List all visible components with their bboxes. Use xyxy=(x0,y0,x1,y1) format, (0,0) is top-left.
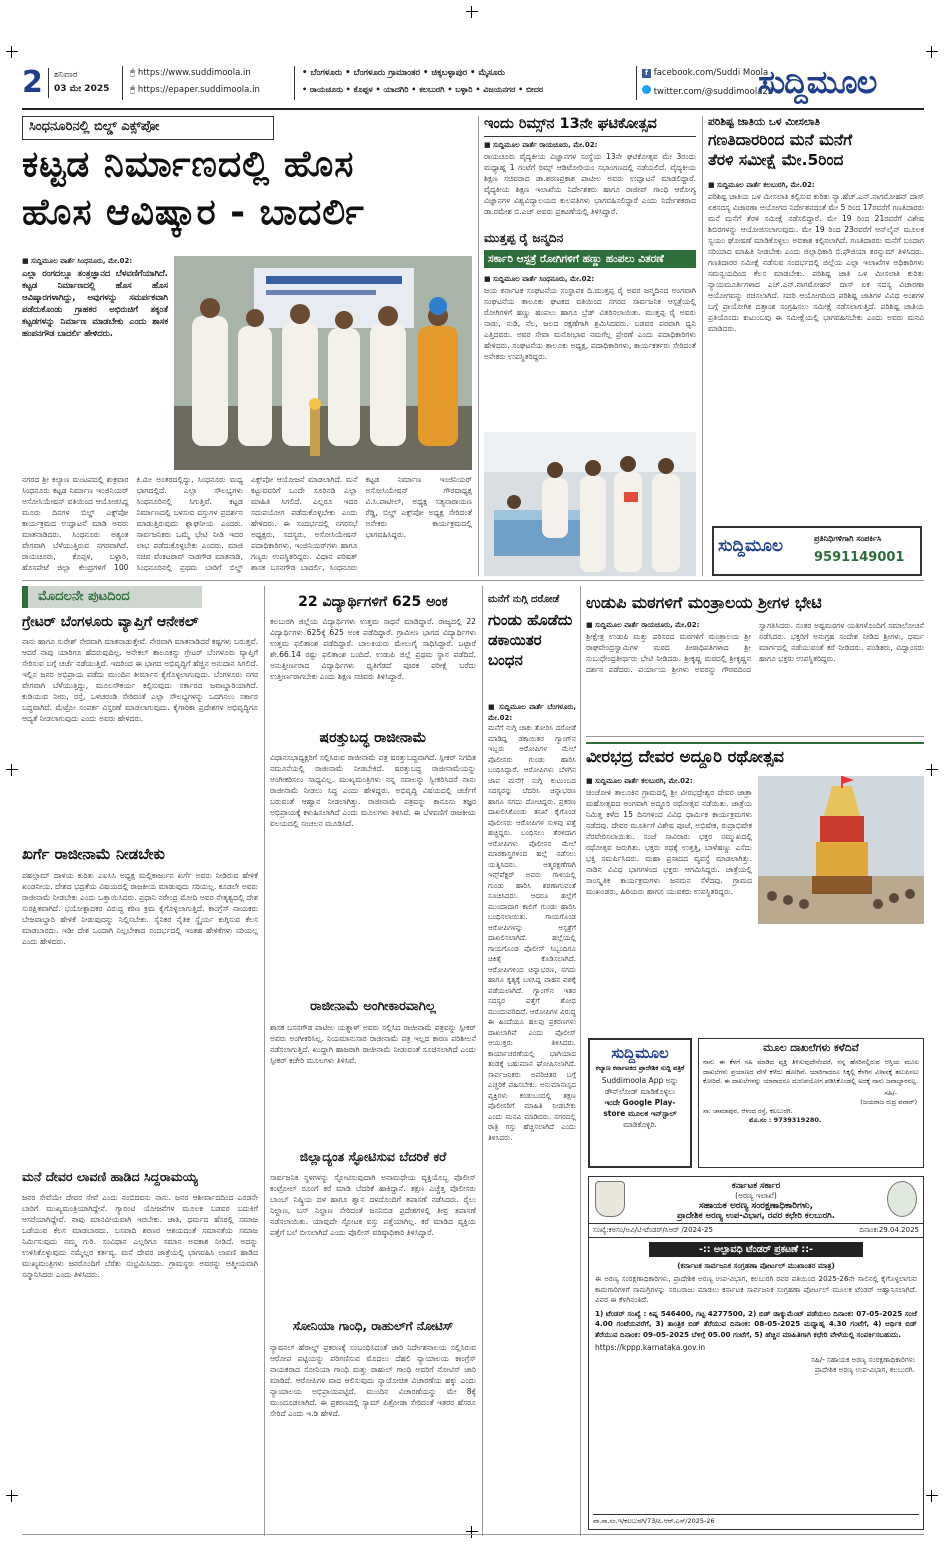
muttappa-story: ಮುತ್ತಪ್ಪ ರೈ ಜನ್ಮದಿನ ಸರ್ಕಾರಿ ಆಸ್ಪತ್ರೆ ರೋಗಿಗಳಿಗೆ ಹಣ್ಣು ಹಂಪಲು ವಿತರಣೆ ■ ಸುದ್ದಿಮೂಲ ವಾರ್ತೆ ಸಿಂಧನೂರು, ಮೇ.02: ಜಯ ಕರ್ನಾಟಕ ಸಂಘಟನೆಯ ಸಂಸ್ಥಾಪಕ ದಿ.ಮುತ್ತಪ್ಪ ರೈ ಅವರ ಜನ್ಮದಿನದ ಅಂಗವಾಗಿ ಸಂಘಟನೆಯ ತಾಲೂಕು ಘಟಕದ ವತಿಯಿಂದ ನಗರದ ಸಾರ್ವಜನಿಕ ಆಸ್ಪತ್ರೆಯಲ್ಲಿ ರೋಗಿಗಳಿಗೆ ಹಣ್ಣು ಹಂಪಲು ಹಾಗೂ ಬ್ರೆಡ್ ವಿತರಿಸಲಾಯಿತು. ಮುತ್ತಪ್ಪ ರೈ ಅವರು ನಾಡು, ನುಡಿ, ನೆಲ, ಜಲದ ರಕ್ಷಣೆಗಾಗಿ ಶ್ರಮಿಸಿದವರು. ಬಡವರ ಪರವಾಗಿ ಧ್ವನಿ ಎತ್ತಿದವರು. ಅವರ ಸೇವಾ ಮನೋಭಾವ ನಮಗೆಲ್ಲ ಪ್ರೇರಣೆ ಎಂದು ಪದಾಧಿಕಾರಿಗಳು ಹೇಳಿದರು. ಸಂಘಟನೆಯ ತಾಲೂಕು ಅಧ್ಯಕ್ಷ, ಪದಾಧಿಕಾರಿಗಳು, ಕಾರ್ಯಕರ್ತರು ಸೇರಿದಂತೆ ಅನೇಕರು ಉಪಸ್ಥಿತರಿದ್ದರು. xyxy=(484,232,696,576)
lead-photo xyxy=(174,256,472,470)
kharge-body: ಪಹಲ್ಗಾಮ್ ದಾಳಿಯ ಕುರಿತು ಎಐಸಿಸಿ ಅಧ್ಯಕ್ಷ ಮಲ್ಲಿಕಾರ್ಜುನ ಖರ್ಗೆ ಅವರು ನೀಡಿರುವ ಹೇಳಿಕೆ ಖಂಡನೀಯ. ದೇಶದ ಭದ್ರತೆಯ ವಿಷಯದಲ್ಲಿ ರಾಜಕೀಯ ಮಾಡುವುದು ಸರಿಯಲ್ಲ. ಕೂಡಲೇ ಅವರು ರಾಜೀನಾಮೆ ನೀಡಬೇಕು ಎಂದು ಒತ್ತಾಯಿಸಿದರು. ಪ್ರಧಾನಿ ನರೇಂದ್ರ ಮೋದಿ ಅವರ ನೇತೃತ್ವದಲ್ಲಿ ದೇಶ ಸುರಕ್ಷಿತವಾಗಿದೆ. ಭಯೋತ್ಪಾದಕರ ವಿರುದ್ಧ ಕಠಿಣ ಕ್ರಮ ಕೈಗೊಳ್ಳಲಾಗುತ್ತಿದೆ. ಕಾಂಗ್ರೆಸ್ ನಾಯಕರು ಬೇಜವಾಬ್ದಾರಿ ಹೇಳಿಕೆ ನೀಡುವುದನ್ನು ನಿಲ್ಲಿಸಬೇಕು. ಸೈನಿಕರ ನೈತಿಕ ಸ್ಥೈರ್ಯ ಕುಗ್ಗಿಸುವ ಕೆಲಸ ಮಾಡಬಾರದು. ಇಡೀ ದೇಶ ಒಂದಾಗಿ ನಿಲ್ಲಬೇಕಾದ ಸಂದರ್ಭದಲ್ಲಿ ಇಂತಹ ಹೇಳಿಕೆಗಳು ಸರಿಯಲ್ಲ ಎಂದು ಹೇಳಿದರು. xyxy=(22,871,258,946)
muttappa-headline: ಸರ್ಕಾರಿ ಆಸ್ಪತ್ರೆ ರೋಗಿಗಳಿಗೆ ಹಣ್ಣು ಹಂಪಲು ವಿತರಣೆ xyxy=(484,250,696,268)
registration-mark-top-left xyxy=(6,46,18,58)
tender-title: -:: ಅಲ್ಪಾವಧಿ ಟೆಂಡರ್ ಪ್ರಕಟಣೆ ::- xyxy=(649,1242,863,1257)
lead-kicker: ಸಿಂಧನೂರಿನಲ್ಲಿ ಬಿಲ್ಡ್ ಎಕ್ಸ್‌ಪೋ xyxy=(22,116,274,140)
veerabhadra-body: ಚಿಂಚೋಳಿ ತಾಲೂಕಿನ ಗ್ರಾಮದಲ್ಲಿ ಶ್ರೀ ವೀರಭದ್ರೇಶ್ವರ ದೇವರ ಜಾತ್ರಾ ಮಹೋತ್ಸವದ ಅಂಗವಾಗಿ ಅದ್ದೂರಿ ರಥೋತ್ಸವ ನಡೆಯಿತು. ಜಾತ್ರೆಯ ನಿಮಿತ್ತ ಕಳೆದ 15 ದಿನಗಳಿಂದ ವಿವಿಧ ಧಾರ್ಮಿಕ ಕಾರ್ಯಕ್ರಮಗಳು ನಡೆದವು. ದೇವರ ಮೂರ್ತಿಗೆ ವಿಶೇಷ ಪೂಜೆ, ಅಭಿಷೇಕ, ರುದ್ರಾಭಿಷೇಕ ನೆರವೇರಿಸಲಾಯಿತು. ಸಂಜೆ ಸಾವಿರಾರು ಭಕ್ತರ ಸಮ್ಮುಖದಲ್ಲಿ ರಥೋತ್ಸವ ಜರುಗಿತು. ಭಕ್ತರು ರಥಕ್ಕೆ ಉತ್ತತ್ತಿ, ಬಾಳೆಹಣ್ಣು ಎಸೆದು ಭಕ್ತಿ ಸಮರ್ಪಿಸಿದರು. ಮಹಾ ಪ್ರಸಾದದ ವ್ಯವಸ್ಥೆ ಮಾಡಲಾಗಿತ್ತು. ನಾಡಿನ ವಿವಿಧ ಭಾಗಗಳಿಂದ ಭಕ್ತರು ಆಗಮಿಸಿದ್ದರು. ಜಾತ್ರೆಯಲ್ಲಿ ಸಾಂಸ್ಕೃತಿಕ ಕಾರ್ಯಕ್ರಮಗಳು ಜನಮನ ಸೆಳೆದವು. ಗ್ರಾಮದ ಮುಖಂಡರು, ಹಿರಿಯರು ಹಾಗೂ ಯುವಕರು ಉಪಸ್ಥಿತರಿದ್ದರು. xyxy=(586,788,752,896)
registration-mark-top-right xyxy=(926,46,938,58)
reporter-ad-logo: ಸುದ್ದಿಮೂಲ xyxy=(718,536,783,556)
veerabhadra-story: ವೀರಭದ್ರ ದೇವರ ಅದ್ದೂರಿ ರಥೋತ್ಸವ ■ ಸುದ್ದಿಮೂಲ ವಾರ್ತೆ ಕಲಬುರಗಿ, ಮೇ.02: ಚಿಂಚೋಳಿ ತಾಲೂಕಿನ ಗ್ರಾಮದಲ್ಲಿ ಶ್ರೀ ವೀರಭದ್ರೇಶ್ವರ ದೇವರ ಜಾತ್ರಾ ಮಹೋತ್ಸವದ ಅಂಗವಾಗಿ ಅದ್ದೂರಿ ರಥೋತ್ಸವ ನಡೆಯಿತು. ಜಾತ್ರೆಯ ನಿಮಿತ್ತ ಕಳೆದ 15 ದಿನಗಳಿಂದ ವಿವಿಧ ಧಾರ್ಮಿಕ ಕಾರ್ಯಕ್ರಮಗಳು ನಡೆದವು. ದೇವರ ಮೂರ್ತಿಗೆ ವಿಶೇಷ ಪೂಜೆ, ಅಭಿಷೇಕ, ರುದ್ರಾಭಿಷೇಕ ನೆರವೇರಿಸಲಾಯಿತು. ಸಂಜೆ ಸಾವಿರಾರು ಭಕ್ತರ ಸಮ್ಮುಖದಲ್ಲಿ ರಥೋತ್ಸವ ಜರುಗಿತು. ಭಕ್ತರು ರಥಕ್ಕೆ ಉತ್ತತ್ತಿ, ಬಾಳೆಹಣ್ಣು ಎಸೆದು ಭಕ್ತಿ ಸಮರ್ಪಿಸಿದರು. ಮಹಾ ಪ್ರಸಾದದ ವ್ಯವಸ್ಥೆ ಮಾಡಲಾಗಿತ್ತು. ನಾಡಿನ ವಿವಿಧ ಭಾಗಗಳಿಂದ ಭಕ್ತರು ಆಗಮಿಸಿದ್ದರು. ಜಾತ್ರೆಯಲ್ಲಿ ಸಾಂಸ್ಕೃತಿಕ ಕಾರ್ಯಕ್ರಮಗಳು ಜನಮನ ಸೆಳೆದವು. ಗ್ರಾಮದ ಮುಖಂಡರು, ಹಿರಿಯರು ಹಾಗೂ ಯುವಕರು ಉಪಸ್ಥಿತರಿದ್ದರು. xyxy=(586,742,924,1034)
issue-date: 03 ಮೇ 2025 xyxy=(54,84,110,94)
weekday: ಶನಿವಾರ xyxy=(54,70,78,80)
anekal-story xyxy=(22,614,258,838)
continued-banner: ಮೊದಲನೇ ಪುಟದಿಂದ xyxy=(22,586,202,608)
bidar-body: ಸಾರ್ವಜನಿಕ ಸ್ಥಳಗಳನ್ನು ಸ್ಫೋಟಿಸುವುದಾಗಿ ಅನಾಮಧೇಯ ವ್ಯಕ್ತಿಯೊಬ್ಬ ಪೊಲೀಸ್ ಕಂಟ್ರೋಲ್ ರೂಂಗೆ ಕರೆ ಮಾಡಿ ಬೆದರಿಕೆ ಹಾಕಿದ್ದಾನೆ. ತಕ್ಷಣ ಎಚ್ಚೆತ್ತ ಪೊಲೀಸರು ಬಾಂಬ್ ನಿಷ್ಕ್ರಿಯ ದಳ ಹಾಗೂ ಶ್ವಾನ ದಳದೊಂದಿಗೆ ತಪಾಸಣೆ ನಡೆಸಿದರು. ರೈಲು ನಿಲ್ದಾಣ, ಬಸ್ ನಿಲ್ದಾಣ ಸೇರಿದಂತೆ ಜನನಿಬಿಡ ಪ್ರದೇಶಗಳಲ್ಲಿ ತೀವ್ರ ತಪಾಸಣೆ ನಡೆಸಲಾಯಿತು. ಯಾವುದೇ ಸ್ಫೋಟಕ ವಸ್ತು ಪತ್ತೆಯಾಗಿಲ್ಲ. ಕರೆ ಮಾಡಿದ ವ್ಯಕ್ತಿಯ ಪತ್ತೆಗೆ ಬಲೆ ಬೀಸಲಾಗಿದೆ ಎಂದು ಪೊಲೀಸ್ ವರಿಷ್ಠಾಧಿಕಾರಿ ತಿಳಿಸಿದ್ದಾರೆ. xyxy=(270,1173,476,1237)
app-ad-logo: ಸುದ್ದಿಮೂಲ xyxy=(611,1044,669,1062)
udupi-body: ಶ್ರೀಕ್ಷೇತ್ರ ಉಡುಪಿ ಮತ್ತು ಪರಿಸರದ ಮಠಗಳಿಗೆ ಮಂತ್ರಾಲಯ ಶ್ರೀ ರಾಘವೇಂದ್ರಸ್ವಾಮಿಗಳ ಮಠದ ಪೀಠಾಧಿಪತಿಗಳಾದ ಶ್ರೀ ಸುಬುಧೇಂದ್ರತೀರ್ಥರು ಭೇಟಿ ನೀಡಿದರು. ಶ್ರೀಕೃಷ್ಣ ಮಠದಲ್ಲಿ ಶ್ರೀಕೃಷ್ಣನ ದರ್ಶನ ಪಡೆದರು. ಪರ್ಯಾಯ ಶ್ರೀಗಳು ಅವರನ್ನು ಗೌರವದಿಂದ ಸ್ವಾಗತಿಸಿದರು. ನಂತರ ಅಷ್ಟಮಠಗಳ ಯತಿಗಳೊಂದಿಗೆ ಸಮಾಲೋಚನೆ ನಡೆಸಿದರು. ಭಕ್ತರಿಗೆ ಅನುಗ್ರಹ ಸಂದೇಶ ನೀಡಿದ ಶ್ರೀಗಳು, ಧರ್ಮ ಮಾರ್ಗದಲ್ಲಿ ನಡೆಯುವಂತೆ ಕರೆ ನೀಡಿದರು. ಪಂಡಿತರು, ವಿದ್ವಾಂಸರು ಹಾಗೂ ಭಕ್ತರು ಉಪಸ್ಥಿತರಿದ್ದರು. xyxy=(586,621,924,674)
kharge-headline: ಖರ್ಗೆ ರಾಜೀನಾಮೆ ನೀಡಬೇಕು xyxy=(22,846,165,863)
anekal-body: ನಾನು ಹಾಗೂ ಸುರೇಶ್ ನೇರವಾಗಿ ಮಾತನಾಡುತ್ತೇವೆ. ನೇರವಾಗಿ ಮಾತನಾಡಿದರೆ ಕಷ್ಟಗಳು ಬರುತ್ತವೆ. ಆದರೆ ನಾವು ಯಾರಿಗೂ ಹೆದರುವುದಿಲ್ಲ. ಆನೇಕಲ್ ತಾಲೂಕನ್ನು ಗ್ರೇಟರ್ ಬೆಂಗಳೂರು ವ್ಯಾಪ್ತಿಗೆ ಸೇರಿಸುವ ಬಗ್ಗೆ ಚರ್ಚೆ ನಡೆಯುತ್ತಿದೆ. ಇದರಿಂದ ಈ ಭಾಗದ ಅಭಿವೃದ್ಧಿಗೆ ಹೆಚ್ಚಿನ ಅನುದಾನ ಸಿಗಲಿದೆ. ಇಲ್ಲಿನ ಜನರ ಅಭಿಪ್ರಾಯ ಪಡೆದು ಮುಂದಿನ ತೀರ್ಮಾನ ಕೈಗೊಳ್ಳಲಾಗುವುದು. ಬೆಂಗಳೂರು ನಗರ ವೇಗವಾಗಿ ಬೆಳೆಯುತ್ತಿದ್ದು, ಮೂಲಸೌಕರ್ಯ ಕಲ್ಪಿಸುವುದು ಸರ್ಕಾರದ ಜವಾಬ್ದಾರಿಯಾಗಿದೆ. ಕುಡಿಯುವ ನೀರು, ರಸ್ತೆ, ಒಳಚರಂಡಿ ಸೇರಿದಂತೆ ಎಲ್ಲಾ ಸೌಲಭ್ಯಗಳನ್ನು ಒದಗಿಸಲು ಸರ್ಕಾರ ಬದ್ಧವಾಗಿದೆ. ಮೆಟ್ರೋ ಸಂಪರ್ಕ ವಿಸ್ತರಣೆ ಮಾಡಲಾಗುವುದು. ಕೈಗಾರಿಕಾ ಪ್ರದೇಶಗಳ ಅಭಿವೃದ್ಧಿಗೂ ಆದ್ಯತೆ ನೀಡಲಾಗುವುದು ಎಂದು ಅವರು ಹೇಳಿದರು. xyxy=(22,637,258,723)
udupi-headline: ಉಡುಪಿ ಮಠಗಳಿಗೆ ಮಂತ್ರಾಲಯ ಶ್ರೀಗಳ ಭೇಟಿ xyxy=(586,594,822,612)
resign-story xyxy=(270,1000,476,1146)
veerabhadra-headline: ವೀರಭದ್ರ ದೇವರ ಅದ್ದೂರಿ ರಥೋತ್ಸವ xyxy=(586,742,924,767)
sonia-headline: ಸೋನಿಯಾ ಗಾಂಧಿ, ರಾಹುಲ್‌ಗೆ ನೋಟಿಸ್ xyxy=(292,1320,454,1333)
robbery-body: ಮನೆಗೆ ನುಗ್ಗಿ ಚಾಕು ತೋರಿಸಿ ದರೋಡೆ ಮಾಡಿದ್ದ ಡಕಾಯಿತರ ಗ್ಯಾಂಗ್‌ನ ಇಬ್ಬರು ಆರೋಪಿಗಳ ಮೇಲೆ ಪೊಲೀಸರು ಗುಂಡು ಹಾರಿಸಿ ಬಂಧಿಸಿದ್ದಾರೆ. ಆರೋಪಿಗಳು ಬೆಳಗಿನ ಜಾವ ಮನೆಗೆ ನುಗ್ಗಿ ಕುಟುಂಬದ ಸದಸ್ಯರನ್ನು ಬೆದರಿಸಿ ಚಿನ್ನಾಭರಣ ಹಾಗೂ ನಗದು ದೋಚಿದ್ದರು. ಪ್ರಕರಣ ದಾಖಲಿಸಿಕೊಂಡು ತನಿಖೆ ಕೈಗೊಂಡ ಪೊಲೀಸರು ಆರೋಪಿಗಳ ಸುಳಿವು ಪತ್ತೆ ಹಚ್ಚಿದ್ದರು. ಬಂಧಿಸಲು ತೆರಳಿದಾಗ ಆರೋಪಿಗಳು ಪೊಲೀಸರ ಮೇಲೆ ಮಾರಕಾಸ್ತ್ರಗಳಿಂದ ಹಲ್ಲೆ ನಡೆಸಲು ಯತ್ನಿಸಿದರು. ಆತ್ಮರಕ್ಷಣೆಗಾಗಿ ಇನ್ಸ್‌ಪೆಕ್ಟರ್ ಅವರು ಗಾಳಿಯಲ್ಲಿ ಗುಂಡು ಹಾರಿಸಿ ಶರಣಾಗುವಂತೆ ಸೂಚಿಸಿದರು. ಆದರೂ ಹಲ್ಲೆಗೆ ಮುಂದಾದಾಗ ಕಾಲಿಗೆ ಗುಂಡು ಹಾರಿಸಿ ಬಂಧಿಸಲಾಯಿತು. ಗಾಯಗೊಂಡ ಆರೋಪಿಗಳನ್ನು ಆಸ್ಪತ್ರೆಗೆ ದಾಖಲಿಸಲಾಗಿದೆ. ಹಲ್ಲೆಯಲ್ಲಿ ಗಾಯಗೊಂಡ ಪೊಲೀಸ್ ಸಿಬ್ಬಂದಿಗೂ ಚಿಕಿತ್ಸೆ ಕೊಡಿಸಲಾಗಿದೆ. ಆರೋಪಿಗಳಿಂದ ಚಿನ್ನಾಭರಣ, ನಗದು ಹಾಗೂ ಕೃತ್ಯಕ್ಕೆ ಬಳಸಿದ್ದ ವಾಹನ ವಶಕ್ಕೆ ಪಡೆಯಲಾಗಿದೆ. ಗ್ಯಾಂಗ್‌ನ ಇತರ ಸದಸ್ಯರ ಪತ್ತೆಗೆ ಶೋಧ ಮುಂದುವರಿದಿದೆ. ಆರೋಪಿಗಳ ವಿರುದ್ಧ ಈ ಹಿಂದೆಯೂ ಹಲವು ಪ್ರಕರಣಗಳು ದಾಖಲಾಗಿವೆ ಎಂದು ಪೊಲೀಸ್ ಆಯುಕ್ತರು ತಿಳಿಸಿದರು. ಕಾರ್ಯಾಚರಣೆಯಲ್ಲಿ ಭಾಗಿಯಾದ ತಂಡಕ್ಕೆ ಬಹುಮಾನ ಘೋಷಿಸಲಾಗಿದೆ. ಸಾರ್ವಜನಿಕರು ಅಪರಿಚಿತರ ಬಗ್ಗೆ ಎಚ್ಚರಿಕೆ ವಹಿಸಬೇಕು. ಅನುಮಾನಾಸ್ಪದ ವ್ಯಕ್ತಿಗಳು ಕಂಡುಬಂದಲ್ಲಿ ತಕ್ಷಣ ಪೊಲೀಸರಿಗೆ ಮಾಹಿತಿ ನೀಡಬೇಕು ಎಂದು ಮನವಿ ಮಾಡಿದರು. ನಗರದಲ್ಲಿ ರಾತ್ರಿ ಗಸ್ತು ಹೆಚ್ಚಿಸಲಾಗಿದೆ ಎಂದು ತಿಳಿಸಿದರು. xyxy=(488,723,576,1142)
registration-mark-bottom-right xyxy=(926,1490,938,1502)
chariot-illustration xyxy=(758,776,924,924)
chariot-photo xyxy=(758,776,924,924)
students-headline: 22 ವಿದ್ಯಾರ್ಥಿಗಳಿಗೆ 625 ಅಂಕ xyxy=(298,594,448,610)
lost-docs-title: ಮೂಲ ದಾಖಲೆಗಳು ಕಳೆದಿವೆ xyxy=(763,1042,859,1054)
lead-story xyxy=(22,116,472,576)
siddaramaiah-headline: ಮನೆ ದೇವರ ಲಾವಣಿ ಹಾಡಿದ ಸಿದ್ದರಾಮಯ್ಯ xyxy=(22,1170,198,1184)
page-number: 2 xyxy=(22,65,43,100)
facebook-icon: f xyxy=(642,69,651,78)
anekal-headline: ಗ್ರೇಟರ್ ಬೆಂಗಳೂರು ವ್ಯಾಪ್ತಿಗೆ ಆನೇಕಲ್ xyxy=(22,614,199,630)
rims-story: ಇಂದು ರಿಮ್ಸ್‌ನ 13ನೇ ಘಟಿಕೋತ್ಸವ ■ ಸುದ್ದಿಮೂಲ ವಾರ್ತೆ ರಾಯಚೂರು, ಮೇ.02: ರಾಯಚೂರು ವೈದ್ಯಕೀಯ ವಿಜ್ಞಾನಗಳ ಸಂಸ್ಥೆಯ 13ನೇ ಘಟಿಕೋತ್ಸವ ಮೇ 3ರಂದು ಮಧ್ಯಾಹ್ನ 1 ಗಂಟೆಗೆ ರಿಮ್ಸ್ ಆಡಿಟೋರಿಯಂ ಸಭಾಂಗಣದಲ್ಲಿ ನಡೆಯಲಿದೆ. ವೈದ್ಯಕೀಯ ಶಿಕ್ಷಣ ಸಚಿವರಾದ ಡಾ.ಶರಣಪ್ರಕಾಶ ಪಾಟೀಲ ಅವರು ಉದ್ಘಾಟನೆ ಮಾಡಲಿದ್ದಾರೆ. ವೈದ್ಯಕೀಯ ಶಿಕ್ಷಣ ಇಲಾಖೆಯ ನಿರ್ದೇಶಕರು ಹಾಗೂ ರಾಜೀವ್ ಗಾಂಧಿ ಆರೋಗ್ಯ ವಿಜ್ಞಾನಗಳ ವಿಶ್ವವಿದ್ಯಾಲಯದ ಕುಲಪತಿಗಳು ಭಾಗವಹಿಸಲಿದ್ದಾರೆ ಎಂದು ನಿರ್ದೇಶಕರಾದ ಡಾ.ರಮೇಶ ಬಿ.ಎಚ್ ಅವರು ಪ್ರಕಟಣೆಯಲ್ಲಿ ತಿಳಿಸಿದ್ದಾರೆ. xyxy=(484,116,696,216)
app-ad: ಸುದ್ದಿಮೂಲ ಕಲ್ಯಾಣ ಕರ್ನಾಟಕದ ಪ್ರಾದೇಶಿಕ ಸುದ್ದಿ ಪತ್ರಿಕೆ Suddimoola App ಅನ್ನು ಡೌನ್‌ಲೋಡ್ ಮಾಡಿಕೊಳ್ಳಲು ಇಂದೇ Google Play- store ಮೂಲಕ ಇನ್‌ಸ್ಟಾಲ್ ಮಾಡಿಕೊಳ್ಳಿರಿ. xyxy=(588,1038,692,1168)
rims-body: ರಾಯಚೂರು ವೈದ್ಯಕೀಯ ವಿಜ್ಞಾನಗಳ ಸಂಸ್ಥೆಯ 13ನೇ ಘಟಿಕೋತ್ಸವ ಮೇ 3ರಂದು ಮಧ್ಯಾಹ್ನ 1 ಗಂಟೆಗೆ ರಿಮ್ಸ್ ಆಡಿಟೋರಿಯಂ ಸಭಾಂಗಣದಲ್ಲಿ ನಡೆಯಲಿದೆ. ವೈದ್ಯಕೀಯ ಶಿಕ್ಷಣ ಸಚಿವರಾದ ಡಾ.ಶರಣಪ್ರಕಾಶ ಪಾಟೀಲ ಅವರು ಉದ್ಘಾಟನೆ ಮಾಡಲಿದ್ದಾರೆ. ವೈದ್ಯಕೀಯ ಶಿಕ್ಷಣ ಇಲಾಖೆಯ ನಿರ್ದೇಶಕರು ಹಾಗೂ ರಾಜೀವ್ ಗಾಂಧಿ ಆರೋಗ್ಯ ವಿಜ್ಞಾನಗಳ ವಿಶ್ವವಿದ್ಯಾಲಯದ ಕುಲಪತಿಗಳು ಭಾಗವಹಿಸಲಿದ್ದಾರೆ ಎಂದು ನಿರ್ದೇಶಕರಾದ ಡಾ.ರಮೇಶ ಬಿ.ಎಚ್ ಅವರು ಪ್ರಕಟಣೆಯಲ್ಲಿ ತಿಳಿಸಿದ್ದಾರೆ. xyxy=(484,152,696,216)
muttappa-kicker: ಮುತ್ತಪ್ಪ ರೈ ಜನ್ಮದಿನ xyxy=(484,232,564,245)
twitter-icon xyxy=(642,85,651,94)
emblem-icon xyxy=(595,1181,625,1217)
reporter-ad-phone: 9591149001 xyxy=(814,550,905,565)
census-headline-2: ತೆರಳಿ ಸಮೀಕ್ಷೆ ಮೇ.5ರಿಂದ xyxy=(708,150,844,169)
reporter-ad xyxy=(712,526,922,576)
sonia-body: ನ್ಯಾಷನಲ್ ಹೆರಾಲ್ಡ್ ಪ್ರಕರಣಕ್ಕೆ ಸಂಬಂಧಿಸಿದಂತೆ ಜಾರಿ ನಿರ್ದೇಶನಾಲಯ ಸಲ್ಲಿಸಿರುವ ಆರೋಪ ಪಟ್ಟಿಯನ್ನು ಪರಿಗಣಿಸುವ ಮೊದಲು ದೆಹಲಿ ನ್ಯಾಯಾಲಯ ಕಾಂಗ್ರೆಸ್ ನಾಯಕರಾದ ಸೋನಿಯಾ ಗಾಂಧಿ ಮತ್ತು ರಾಹುಲ್ ಗಾಂಧಿ ಅವರಿಗೆ ನೋಟಿಸ್ ಜಾರಿ ಮಾಡಿದೆ. ಆರೋಪಿಗಳ ವಾದ ಆಲಿಸುವುದು ನ್ಯಾಯೋಚಿತ ವಿಚಾರಣೆಯ ಹಕ್ಕು ಎಂದು ನ್ಯಾಯಾಲಯ ಅಭಿಪ್ರಾಯಪಟ್ಟಿದೆ. ಮುಂದಿನ ವಿಚಾರಣೆಯನ್ನು ಮೇ 8ಕ್ಕೆ ಮುಂದೂಡಲಾಗಿದೆ. ಈ ಪ್ರಕರಣದಲ್ಲಿ ಸ್ಯಾಮ್ ಪಿತ್ರೋಡಾ ಸೇರಿದಂತೆ ಇತರರ ಹೆಸರೂ ಸೇರಿದೆ ಎಂದು ಇ.ಡಿ ಹೇಳಿದೆ. xyxy=(270,1343,476,1418)
census-body: ಪರಿಶಿಷ್ಟ ಜಾತಿಯ ಒಳ ಮೀಸಲಾತಿ ಕಲ್ಪಿಸುವ ಕುರಿತು ನ್ಯಾ.ಹೆಚ್.ಎನ್.ನಾಗಮೋಹನ್ ದಾಸ್ ಏಕಸದಸ್ಯ ವಿಚಾರಣಾ ಆಯೋಗದ ನಿರ್ದೇಶನದಂತೆ ಮೇ 5 ರಿಂದ 17ರವರೆಗೆ ಗಣತಿದಾರರು ಮನೆ ಮನೆಗೆ ತೆರಳಿ ಸಮೀಕ್ಷೆ ನಡೆಸಲಿದ್ದಾರೆ. ಮೇ 19 ರಿಂದ 21ರವರೆಗೆ ವಿಶೇಷ ಶಿಬಿರಗಳನ್ನು ಆಯೋಜಿಸಲಾಗುವುದು. ಮೇ 19 ರಿಂದ 23ರವರೆಗೆ ಆನ್‌ಲೈನ್ ಮೂಲಕ ಸ್ವಯಂ ಘೋಷಣೆ ಮಾಡಿಕೊಳ್ಳಲು ಅವಕಾಶ ಕಲ್ಪಿಸಲಾಗಿದೆ. ಗಣತಿದಾರರು ಮನೆಗೆ ಬಂದಾಗ ಸರಿಯಾದ ಮಾಹಿತಿ ನೀಡಬೇಕು ಎಂದು ಜಿಲ್ಲಾಧಿಕಾರಿ ಬಿ.ಫೌಜಿಯಾ ತರನ್ನುಮ್ ತಿಳಿಸಿದರು. ಗಣತಿದಾರರ ಸಮೀಕ್ಷೆ ನಡೆಸುವ ಸಂದರ್ಭದಲ್ಲಿ ಜಿಲ್ಲೆಯ ಎಲ್ಲಾ ಇಲಾಖೆಗಳ ಅಧಿಕಾರಿಗಳು ಸಮನ್ವಯದಿಂದ ಕೆಲಸ ಮಾಡಬೇಕು. ಪರಿಶಿಷ್ಟ ಜಾತಿ ಒಳ ಮೀಸಲಾತಿ ಕುರಿತು ನ್ಯಾಯಮೂರ್ತಿಗಳಾದ ಎಚ್.ಎನ್.ನಾಗಮೋಹನ್ ದಾಸ್ ಏಕ ಸದಸ್ಯ ವಿಚಾರಣಾ ಆಯೋಗವನ್ನು ರಚಿಸಲಾಗಿದೆ. ಸದರಿ ಆಯೋಗದಿಂದ ಪರಿಶಿಷ್ಟ ಜಾತಿಗಳ ವಿವಿಧ ಅಂಶಗಳ ಬಗ್ಗೆ ಪ್ರಾಯೋಗಿಕ ದತ್ತಾಂಶ ಸಂಗ್ರಹಿಸಲು ಸಮೀಕ್ಷೆ ನಡೆಸಲಾಗುತ್ತಿದೆ. ಪರಿಶಿಷ್ಟ ಜಾತಿಯ ಪ್ರತಿಯೊಂದು ಕುಟುಂಬವು ಈ ಸಮೀಕ್ಷೆಯಲ್ಲಿ ಭಾಗವಹಿಸಬೇಕು ಎಂದು ಅವರು ಮನವಿ ಮಾಡಿದರು. xyxy=(708,192,924,333)
tender-notice: ಕರ್ನಾಟಕ ಸರ್ಕಾರ (ಅರಣ್ಯ ಇಲಾಖೆ) ಸಹಾಯಕ ಅರಣ್ಯ ಸಂರಕ್ಷಣಾಧಿಕಾರಿಗಳು, ಪ್ರಾದೇಶಿಕ ಅರಣ್ಯ ಉಪ-ವಿಭಾಗ, ರವರ ಕಛೇರಿ ಕಲಬುರಗಿ. ಸಂಖ್ಯೆ:ಕಅಸಂ/ಅವಿ/ಟಿ-ಟೆಂಡರ್/ಸಿಆರ್ /2024-25 ದಿನಾಂಕ:29.04.2025 -:: ಅಲ್ಪಾವಧಿ ಟೆಂಡರ್ ಪ್ರಕಟಣೆ ::- (ಕರ್ನಾಟಕ ಸಾರ್ವಜನಿಕ ಸಂಗ್ರಹಣಾ ಪೋರ್ಟಲ್ ಮುಖಾಂತರ ಮಾತ್ರ) ಈ ಅರಣ್ಯ ಸಂರಕ್ಷಣಾಧಿಕಾರಿಗಳು, ಪ್ರಾದೇಶಿಕ ಅರಣ್ಯ ಉಪ-ವಿಭಾಗ, ಕಲಬುರಗಿ ರವರ ವತಿಯಿಂದ 2025-26ನೇ ಸಾಲಿನಲ್ಲಿ ಕೈಗೊಳ್ಳಲಾಗುವ ಕಾಮಗಾರಿಗಳಿಗೆ ಸಾಮಗ್ರಿಗಳನ್ನು ಸರಬರಾಜು ಮಾಡಲು ಕರ್ನಾಟಕ ಸಾರ್ವಜನಿಕ ಸಂಗ್ರಹಣಾ ಪೋರ್ಟಲ್ ಮೂಲಕ ಟೆಂಡರ್ ಆಹ್ವಾನಿಸಲಾಗಿದೆ. ವಿವರ ಈ ಕೆಳಗಿನಂತಿದೆ. 1) ಟೆಂಡರ್ ಸಂಖ್ಯೆ : ಕಿಷ್ನ 546400, ಗಟ್ಟ 4277500, 2) ಬಿಡ್ ಡಾಕ್ಯುಮೆಂಟ್ ಪಡೆಯಲು ದಿನಾಂಕ: 07-05-2025 ಸಂಜೆ 4.00 ಗಂಟೆಯವರೆಗೆ, 3) ತಾಂತ್ರಿಕ ಬಿಡ್ ತೆರೆಯುವ ದಿನಾಂಕ: 08-05-2025 ಮಧ್ಯಾಹ್ನ 4.30 ಗಂಟೆಗೆ, 4) ಆರ್ಥಿಕ ಬಿಡ್ ತೆರೆಯುವ ದಿನಾಂಕ: 09-05-2025 ಬೆಳಿಗ್ಗೆ 05.00 ಗಂಟೆಗೆ, 5) ಹೆಚ್ಚಿನ ಮಾಹಿತಿಗಾಗಿ ಕಛೇರಿ ವೇಳೆಯಲ್ಲಿ ಸಂಪರ್ಕಿಸಬಹುದು. https://kppp.karnataka.gov.in ಸಹಿ/- ಸಹಾಯಕ ಅರಣ್ಯ ಸಂರಕ್ಷಣಾಧಿಕಾರಿಗಳು ಪ್ರಾದೇಶಿಕ ಅರಣ್ಯ ಉಪ-ವಿಭಾಗ, ಕಲಬುರಗಿ. ವಾ.ಸಾ.ಸಂ.ಇ/ಕಲಬುರಗಿ/73/ಪಿ.ಆರ್.ಎಸ್/2025-26 xyxy=(588,1176,924,1530)
reporter-ad-label: ಪ್ರತಿನಿಧಿಗಳಿಗಾಗಿ ಸಂಪರ್ಕಿಸಿ xyxy=(814,534,882,543)
registration-mark-bottom-left xyxy=(6,1490,18,1502)
lead-body: ನಗರದ ಶ್ರೀ ಕಲ್ಯಾಣ ಮಂಟಪದಲ್ಲಿ ಶುಕ್ರವಾರ ಸಿಂಧನೂರು ಕಟ್ಟಡ ನಿರ್ಮಾಣ ಇಂಜಿನಿಯರ್ ಅಸೋಸಿಯೇಷನ್ ವತಿಯಿಂದ ಆಯೋಜಿಸಿದ್ದ ಮೂರು ದಿನಗಳ ಬಿಲ್ಡ್ ಎಕ್ಸ್‌ಪೋ ಕಾರ್ಯಕ್ರಮದ ಉದ್ಘಾಟನೆ ಮಾಡಿ ಅವರು ಮಾತನಾಡಿದರು. ಸಿಂಧನೂರು ಅತ್ಯಂತ ವೇಗವಾಗಿ ಬೆಳೆಯುತ್ತಿರುವ ನಗರವಾಗಿದೆ. ರಾಯಚೂರು, ಕೊಪ್ಪಳ, ಬಳ್ಳಾರಿ, ಹೊಸಪೇಟೆ ಜಿಲ್ಲಾ ಕೇಂದ್ರಗಳಿಗೆ 100 ಕಿ.ಮೀ ಅಂತರದಲ್ಲಿದ್ದು, ಸಿಂಧನೂರು ಮಧ್ಯ ಭಾಗದಲ್ಲಿದೆ. ಎಲ್ಲಾ ಸೌಲಭ್ಯಗಳು ಸಿಂಧನೂರಿನಲ್ಲಿ ಸಿಗುತ್ತಿವೆ. ಕಟ್ಟಡ ನಿರ್ಮಾಣದಲ್ಲಿ ಬಳಸುವ ವಸ್ತುಗಳ ಪ್ರದರ್ಶನ ಮಾಡುತ್ತಿರುವುದು ಶ್ಲಾಘನೀಯ ಎಂದರು. ಸಾರ್ವಜನಿಕರು ಒಮ್ಮೆ ಭೇಟಿ ನೀಡಿ ಇದರ ಲಾಭ ಪಡೆದುಕೊಳ್ಳಬೇಕು ಎಂದರು. ಮಾಜಿ ಸಚಿವ ವೆಂಕಟರಾವ್ ನಾಡಗೌಡ ಮಾತನಾಡಿ, ಸಿಂಧನೂರಿನಲ್ಲಿ ಪ್ರಥಮ ಬಾರಿಗೆ ಬಿಲ್ಡ್ ಎಕ್ಸ್‌ಪೋ ಆಯೋಜನೆ ಮಾಡಲಾಗಿದೆ. ಮನೆ ಕಟ್ಟುವವರಿಗೆ ಒಂದೇ ಸೂರಿನಡಿ ಎಲ್ಲಾ ಮಾಹಿತಿ ಸಿಗಲಿದೆ. ಎಲ್ಲರೂ ಇದರ ಸದುಪಯೋಗ ಪಡೆದುಕೊಳ್ಳಬೇಕು ಎಂದು ಹೇಳಿದರು. ಈ ಸಂದರ್ಭದಲ್ಲಿ ನಗರಸಭೆ ಅಧ್ಯಕ್ಷರು, ಸದಸ್ಯರು, ಅಸೋಸಿಯೇಷನ್ ಪದಾಧಿಕಾರಿಗಳು, ಇಂಜಿನಿಯರ್‌ಗಳು ಹಾಗೂ ಗಣ್ಯರು ಉಪಸ್ಥಿತರಿದ್ದರು. ವಿಧಾನ ಪರಿಷತ್ ಶಾಸಕ ಬಸನಗೌಡ ಬಾದರ್ಲಿ, ಸಿಂಧನೂರು ಕಟ್ಟಡ ನಿರ್ಮಾಣ ಇಂಜಿನಿಯರ್ ಅಸೋಸಿಯೇಷನ್ ಗೌರವಾಧ್ಯಕ್ಷ ವಿ.ಸಿ.ಪಾಟೀಲ್, ಅಧ್ಯಕ್ಷ ಸತ್ಯನಾರಾಯಣ ರೆಡ್ಡಿ, ಬಿಲ್ಡ್ ಎಕ್ಸ್‌ಪೋ ಅಧ್ಯಕ್ಷ ಸೇರಿದಂತೆ ಅನೇಕರು ಕಾರ್ಯಕ್ರಮದಲ್ಲಿ ಭಾಗವಹಿಸಿದ್ದರು. xyxy=(22,475,472,572)
hospital-photo-illustration xyxy=(484,432,696,576)
students-body: ಕಲಬುರಗಿ ಜಿಲ್ಲೆಯ ವಿದ್ಯಾರ್ಥಿಗಳು ಉತ್ತಮ ಸಾಧನೆ ಮಾಡಿದ್ದಾರೆ. ರಾಜ್ಯದಲ್ಲಿ 22 ವಿದ್ಯಾರ್ಥಿಗಳು 625ಕ್ಕೆ 625 ಅಂಕ ಪಡೆದಿದ್ದಾರೆ. ಗ್ರಾಮೀಣ ಭಾಗದ ವಿದ್ಯಾರ್ಥಿಗಳು ಉತ್ತಮ ಫಲಿತಾಂಶ ಪಡೆದಿದ್ದಾರೆ. ಬಾಲಕಿಯರು ಮೇಲುಗೈ ಸಾಧಿಸಿದ್ದಾರೆ. ಒಟ್ಟಾರೆ ಶೇ.66.14 ರಷ್ಟು ಫಲಿತಾಂಶ ಬಂದಿದೆ. ಉಡುಪಿ ಜಿಲ್ಲೆ ಪ್ರಥಮ ಸ್ಥಾನ ಪಡೆದಿದೆ. ಅನುತ್ತೀರ್ಣರಾದ ವಿದ್ಯಾರ್ಥಿಗಳು ಧೃತಿಗೆಡದೆ ಪೂರಕ ಪರೀಕ್ಷೆ ಬರೆದು ಉತ್ತೀರ್ಣರಾಗಬೇಕು ಎಂದು ಶಿಕ್ಷಣ ಸಚಿವರು ತಿಳಿಸಿದ್ದಾರೆ. xyxy=(270,617,476,681)
muttappa-body: ಜಯ ಕರ್ನಾಟಕ ಸಂಘಟನೆಯ ಸಂಸ್ಥಾಪಕ ದಿ.ಮುತ್ತಪ್ಪ ರೈ ಅವರ ಜನ್ಮದಿನದ ಅಂಗವಾಗಿ ಸಂಘಟನೆಯ ತಾಲೂಕು ಘಟಕದ ವತಿಯಿಂದ ನಗರದ ಸಾರ್ವಜನಿಕ ಆಸ್ಪತ್ರೆಯಲ್ಲಿ ರೋಗಿಗಳಿಗೆ ಹಣ್ಣು ಹಂಪಲು ಹಾಗೂ ಬ್ರೆಡ್ ವಿತರಿಸಲಾಯಿತು. ಮುತ್ತಪ್ಪ ರೈ ಅವರು ನಾಡು, ನುಡಿ, ನೆಲ, ಜಲದ ರಕ್ಷಣೆಗಾಗಿ ಶ್ರಮಿಸಿದವರು. ಬಡವರ ಪರವಾಗಿ ಧ್ವನಿ ಎತ್ತಿದವರು. ಅವರ ಸೇವಾ ಮನೋಭಾವ ನಮಗೆಲ್ಲ ಪ್ರೇರಣೆ ಎಂದು ಪದಾಧಿಕಾರಿಗಳು ಹೇಳಿದರು. ಸಂಘಟನೆಯ ತಾಲೂಕು ಅಧ್ಯಕ್ಷ, ಪದಾಧಿಕಾರಿಗಳು, ಕಾರ್ಯಕರ್ತರು ಸೇರಿದಂತೆ ಅನೇಕರು ಉಪಸ್ಥಿತರಿದ್ದರು. xyxy=(484,286,696,361)
udupi-story: ಉಡುಪಿ ಮಠಗಳಿಗೆ ಮಂತ್ರಾಲಯ ಶ್ರೀಗಳ ಭೇಟಿ ■ ಸುದ್ದಿಮೂಲ ವಾರ್ತೆ ರಾಯಚೂರು, ಮೇ.02: ಶ್ರೀಕ್ಷೇತ್ರ ಉಡುಪಿ ಮತ್ತು ಪರಿಸರದ ಮಠಗಳಿಗೆ ಮಂತ್ರಾಲಯ ಶ್ರೀ ರಾಘವೇಂದ್ರಸ್ವಾಮಿಗಳ ಮಠದ ಪೀಠಾಧಿಪತಿಗಳಾದ ಶ್ರೀ ಸುಬುಧೇಂದ್ರತೀರ್ಥರು ಭೇಟಿ ನೀಡಿದರು. ಶ್ರೀಕೃಷ್ಣ ಮಠದಲ್ಲಿ ಶ್ರೀಕೃಷ್ಣನ ದರ್ಶನ ಪಡೆದರು. ಪರ್ಯಾಯ ಶ್ರೀಗಳು ಅವರನ್ನು ಗೌರವದಿಂದ ಸ್ವಾಗತಿಸಿದರು. ನಂತರ ಅಷ್ಟಮಠಗಳ ಯತಿಗಳೊಂದಿಗೆ ಸಮಾಲೋಚನೆ ನಡೆಸಿದರು. ಭಕ್ತರಿಗೆ ಅನುಗ್ರಹ ಸಂದೇಶ ನೀಡಿದ ಶ್ರೀಗಳು, ಧರ್ಮ ಮಾರ್ಗದಲ್ಲಿ ನಡೆಯುವಂತೆ ಕರೆ ನೀಡಿದರು. ಪಂಡಿತರು, ವಿದ್ವಾಂಸರು ಹಾಗೂ ಭಕ್ತರು ಉಪಸ್ಥಿತರಿದ್ದರು. xyxy=(586,594,924,674)
bidar-story xyxy=(270,1150,476,1316)
newspaper-logo: ಸುದ್ದಿಮೂಲ xyxy=(758,64,877,101)
rims-headline: ಇಂದು ರಿಮ್ಸ್‌ನ 13ನೇ ಘಟಿಕೋತ್ಸವ xyxy=(484,116,657,132)
resign-body: ಶಾಸಕ ಬಸನಗೌಡ ಪಾಟೀಲ ಯತ್ನಾಳ್ ಅವರು ಸಲ್ಲಿಸಿದ ರಾಜೀನಾಮೆ ಪತ್ರವನ್ನು ಸ್ಪೀಕರ್ ಅವರು ಅಂಗೀಕರಿಸಿಲ್ಲ. ನಿಯಮಾನುಸಾರ ರಾಜೀನಾಮೆ ಪತ್ರ ಇಲ್ಲದ ಕಾರಣ ಪರಿಶೀಲನೆ ನಡೆಸಲಾಗುತ್ತಿದೆ. ಖುದ್ದಾಗಿ ಹಾಜರಾಗಿ ರಾಜೀನಾಮೆ ನೀಡುವಂತೆ ಸೂಚಿಸಲಾಗಿದೆ ಎಂದು ಸ್ಪೀಕರ್ ಕಚೇರಿ ಮೂಲಗಳು ತಿಳಿಸಿವೆ. xyxy=(270,1023,476,1065)
conditional-body: ವಿಧಾನಸಭಾಧ್ಯಕ್ಷರಿಗೆ ಸಲ್ಲಿಸಿರುವ ರಾಜೀನಾಮೆ ಪತ್ರ ಷರತ್ತುಬದ್ಧವಾಗಿದೆ. ಸ್ಪೀಕರ್ ನಿಗದಿತ ನಮೂನೆಯಲ್ಲಿ ರಾಜೀನಾಮೆ ನೀಡಬೇಕಿದೆ. ಷರತ್ತುಬದ್ಧ ರಾಜೀನಾಮೆಯನ್ನು ಅಂಗೀಕರಿಸಲು ಸಾಧ್ಯವಿಲ್ಲ. ಮುಖ್ಯಮಂತ್ರಿಗಳು ನನ್ನ ಸವಾಲನ್ನು ಸ್ವೀಕರಿಸಿದರೆ ನಾನು ರಾಜೀನಾಮೆ ನೀಡಲು ಸಿದ್ಧ ಎಂದು ಹೇಳಿದ್ದರು. ಅಭಿವೃದ್ಧಿ ವಿಷಯದಲ್ಲಿ ಚರ್ಚೆಗೆ ಬರುವಂತೆ ಆಹ್ವಾನ ನೀಡಲಾಗಿತ್ತು. ರಾಜೀನಾಮೆ ಪತ್ರವನ್ನು ಕಾನೂನು ತಜ್ಞರ ಅಭಿಪ್ರಾಯಕ್ಕೆ ಕಳುಹಿಸಲಾಗಿದೆ ಎಂದು ಮೂಲಗಳು ತಿಳಿಸಿವೆ. ಈ ಬೆಳವಣಿಗೆ ರಾಜಕೀಯ ವಲಯದಲ್ಲಿ ಸಂಚಲನ ಮೂಡಿಸಿದೆ. xyxy=(270,753,476,828)
robbery-kicker: ಮನೆಗೆ ನುಗ್ಗಿ ದರೋಡೆ xyxy=(488,594,560,605)
students-story xyxy=(270,594,476,726)
siddaramaiah-story xyxy=(22,1170,258,1530)
lost-documents-notice: ಮೂಲ ದಾಖಲೆಗಳು ಕಳೆದಿವೆ ನಾನು ಈ ಕೆಳಗೆ ಸಹಿ ಮಾಡಿದ ವ್ಯಕ್ತಿ ತಿಳಿಸುವುದೇನೆಂದರೆ, ನನ್ನ ಹೆಸರಿನಲ್ಲಿರುವ ಆಸ್ತಿಯ ಮೂಲ ದಾಖಲೆಗಳು ಪ್ರಯಾಣದ ವೇಳೆ ಕಳೆದು ಹೋಗಿವೆ. ಯಾರಿಗಾದರೂ ಸಿಕ್ಕಲ್ಲಿ ಕೆಳಗಿನ ವಿಳಾಸಕ್ಕೆ ತಲುಪಿಸಲು ಕೋರಿದೆ. ಈ ದಾಖಲೆಗಳನ್ನು ಯಾರಾದರೂ ದುರುಪಯೋಗ ಪಡಿಸಿಕೊಂಡಲ್ಲಿ ಅದಕ್ಕೆ ನಾನು ಜವಾಬ್ದಾರನಲ್ಲ. ಸಹಿ/- (ಜಯರಾಜ ರುದ್ರ ಪವಾರ್) ಸಾ: ಚಾಮಾಪುರ, ಆಳಂದ ರಸ್ತೆ, ಕಲಬುರಗಿ. ಮೊ.ನಂ : 9739319280. xyxy=(698,1038,924,1168)
registration-mark-top xyxy=(466,6,478,18)
epaper-link[interactable]: 🖰 https://epaper.suddimoola.in xyxy=(130,85,260,95)
conditional-headline: ಷರತ್ತುಬದ್ಧ ರಾಜೀನಾಮೆ xyxy=(319,730,427,746)
website-link[interactable]: 🖰 https://www.suddimoola.in xyxy=(130,68,251,78)
robbery-headline: ಗುಂಡು ಹೊಡೆದು ಡಕಾಯಿತರ ಬಂಧನ xyxy=(488,610,573,669)
masthead xyxy=(22,64,924,106)
registration-mark-right xyxy=(926,764,938,776)
tender-logo-icon xyxy=(887,1181,917,1217)
robbery-story: ಮನೆಗೆ ನುಗ್ಗಿ ದರೋಡೆ ಗುಂಡು ಹೊಡೆದು ಡಕಾಯಿತರ ಬಂಧನ ■ ಸುದ್ದಿಮೂಲ ವಾರ್ತೆ ಬೆಂಗಳೂರು, ಮೇ.02: ಮನೆಗೆ ನುಗ್ಗಿ ಚಾಕು ತೋರಿಸಿ ದರೋಡೆ ಮಾಡಿದ್ದ ಡಕಾಯಿತರ ಗ್ಯಾಂಗ್‌ನ ಇಬ್ಬರು ಆರೋಪಿಗಳ ಮೇಲೆ ಪೊಲೀಸರು ಗುಂಡು ಹಾರಿಸಿ ಬಂಧಿಸಿದ್ದಾರೆ. ಆರೋಪಿಗಳು ಬೆಳಗಿನ ಜಾವ ಮನೆಗೆ ನುಗ್ಗಿ ಕುಟುಂಬದ ಸದಸ್ಯರನ್ನು ಬೆದರಿಸಿ ಚಿನ್ನಾಭರಣ ಹಾಗೂ ನಗದು ದೋಚಿದ್ದರು. ಪ್ರಕರಣ ದಾಖಲಿಸಿಕೊಂಡು ತನಿಖೆ ಕೈಗೊಂಡ ಪೊಲೀಸರು ಆರೋಪಿಗಳ ಸುಳಿವು ಪತ್ತೆ ಹಚ್ಚಿದ್ದರು. ಬಂಧಿಸಲು ತೆರಳಿದಾಗ ಆರೋಪಿಗಳು ಪೊಲೀಸರ ಮೇಲೆ ಮಾರಕಾಸ್ತ್ರಗಳಿಂದ ಹಲ್ಲೆ ನಡೆಸಲು ಯತ್ನಿಸಿದರು. ಆತ್ಮರಕ್ಷಣೆಗಾಗಿ ಇನ್ಸ್‌ಪೆಕ್ಟರ್ ಅವರು ಗಾಳಿಯಲ್ಲಿ ಗುಂಡು ಹಾರಿಸಿ ಶರಣಾಗುವಂತೆ ಸೂಚಿಸಿದರು. ಆದರೂ ಹಲ್ಲೆಗೆ ಮುಂದಾದಾಗ ಕಾಲಿಗೆ ಗುಂಡು ಹಾರಿಸಿ ಬಂಧಿಸಲಾಯಿತು. ಗಾಯಗೊಂಡ ಆರೋಪಿಗಳನ್ನು ಆಸ್ಪತ್ರೆಗೆ ದಾಖಲಿಸಲಾಗಿದೆ. ಹಲ್ಲೆಯಲ್ಲಿ ಗಾಯಗೊಂಡ ಪೊಲೀಸ್ ಸಿಬ್ಬಂದಿಗೂ ಚಿಕಿತ್ಸೆ ಕೊಡಿಸಲಾಗಿದೆ. ಆರೋಪಿಗಳಿಂದ ಚಿನ್ನಾಭರಣ, ನಗದು ಹಾಗೂ ಕೃತ್ಯಕ್ಕೆ ಬಳಸಿದ್ದ ವಾಹನ ವಶಕ್ಕೆ ಪಡೆಯಲಾಗಿದೆ. ಗ್ಯಾಂಗ್‌ನ ಇತರ ಸದಸ್ಯರ ಪತ್ತೆಗೆ ಶೋಧ ಮುಂದುವರಿದಿದೆ. ಆರೋಪಿಗಳ ವಿರುದ್ಧ ಈ ಹಿಂದೆಯೂ ಹಲವು ಪ್ರಕರಣಗಳು ದಾಖಲಾಗಿವೆ ಎಂದು ಪೊಲೀಸ್ ಆಯುಕ್ತರು ತಿಳಿಸಿದರು. ಕಾರ್ಯಾಚರಣೆಯಲ್ಲಿ ಭಾಗಿಯಾದ ತಂಡಕ್ಕೆ ಬಹುಮಾನ ಘೋಷಿಸಲಾಗಿದೆ. ಸಾರ್ವಜನಿಕರು ಅಪರಿಚಿತರ ಬಗ್ಗೆ ಎಚ್ಚರಿಕೆ ವಹಿಸಬೇಕು. ಅನುಮಾನಾಸ್ಪದ ವ್ಯಕ್ತಿಗಳು ಕಂಡುಬಂದಲ್ಲಿ ತಕ್ಷಣ ಪೊಲೀಸರಿಗೆ ಮಾಹಿತಿ ನೀಡಬೇಕು ಎಂದು ಮನವಿ ಮಾಡಿದರು. ನಗರದಲ್ಲಿ ರಾತ್ರಿ ಗಸ್ತು ಹೆಚ್ಚಿಸಲಾಗಿದೆ ಎಂದು ತಿಳಿಸಿದರು. xyxy=(488,594,576,1142)
census-story: ಪರಿಶಿಷ್ಟ ಜಾತಿಯ ಒಳ ಮೀಸಲಾತಿ ಗಣತಿದಾರರಿಂದ ಮನೆ ಮನೆಗೆ ತೆರಳಿ ಸಮೀಕ್ಷೆ ಮೇ.5ರಿಂದ ■ ಸುದ್ದಿಮೂಲ ವಾರ್ತೆ ಕಲಬುರಗಿ, ಮೇ.02: ಪರಿಶಿಷ್ಟ ಜಾತಿಯ ಒಳ ಮೀಸಲಾತಿ ಕಲ್ಪಿಸುವ ಕುರಿತು ನ್ಯಾ.ಹೆಚ್.ಎನ್.ನಾಗಮೋಹನ್ ದಾಸ್ ಏಕಸದಸ್ಯ ವಿಚಾರಣಾ ಆಯೋಗದ ನಿರ್ದೇಶನದಂತೆ ಮೇ 5 ರಿಂದ 17ರವರೆಗೆ ಗಣತಿದಾರರು ಮನೆ ಮನೆಗೆ ತೆರಳಿ ಸಮೀಕ್ಷೆ ನಡೆಸಲಿದ್ದಾರೆ. ಮೇ 19 ರಿಂದ 21ರವರೆಗೆ ವಿಶೇಷ ಶಿಬಿರಗಳನ್ನು ಆಯೋಜಿಸಲಾಗುವುದು. ಮೇ 19 ರಿಂದ 23ರವರೆಗೆ ಆನ್‌ಲೈನ್ ಮೂಲಕ ಸ್ವಯಂ ಘೋಷಣೆ ಮಾಡಿಕೊಳ್ಳಲು ಅವಕಾಶ ಕಲ್ಪಿಸಲಾಗಿದೆ. ಗಣತಿದಾರರು ಮನೆಗೆ ಬಂದಾಗ ಸರಿಯಾದ ಮಾಹಿತಿ ನೀಡಬೇಕು ಎಂದು ಜಿಲ್ಲಾಧಿಕಾರಿ ಬಿ.ಫೌಜಿಯಾ ತರನ್ನುಮ್ ತಿಳಿಸಿದರು. ಗಣತಿದಾರರ ಸಮೀಕ್ಷೆ ನಡೆಸುವ ಸಂದರ್ಭದಲ್ಲಿ ಜಿಲ್ಲೆಯ ಎಲ್ಲಾ ಇಲಾಖೆಗಳ ಅಧಿಕಾರಿಗಳು ಸಮನ್ವಯದಿಂದ ಕೆಲಸ ಮಾಡಬೇಕು. ಪರಿಶಿಷ್ಟ ಜಾತಿ ಒಳ ಮೀಸಲಾತಿ ಕುರಿತು ನ್ಯಾಯಮೂರ್ತಿಗಳಾದ ಎಚ್.ಎನ್.ನಾಗಮೋಹನ್ ದಾಸ್ ಏಕ ಸದಸ್ಯ ವಿಚಾರಣಾ ಆಯೋಗವನ್ನು ರಚಿಸಲಾಗಿದೆ. ಸದರಿ ಆಯೋಗದಿಂದ ಪರಿಶಿಷ್ಟ ಜಾತಿಗಳ ವಿವಿಧ ಅಂಶಗಳ ಬಗ್ಗೆ ಪ್ರಾಯೋಗಿಕ ದತ್ತಾಂಶ ಸಂಗ್ರಹಿಸಲು ಸಮೀಕ್ಷೆ ನಡೆಸಲಾಗುತ್ತಿದೆ. ಪರಿಶಿಷ್ಟ ಜಾತಿಯ ಪ್ರತಿಯೊಂದು ಕುಟುಂಬವು ಈ ಸಮೀಕ್ಷೆಯಲ್ಲಿ ಭಾಗವಹಿಸಬೇಕು ಎಂದು ಅವರು ಮನವಿ ಮಾಡಿದರು. xyxy=(708,116,924,333)
districts-row-2: • ರಾಯಚೂರು • ಕೊಪ್ಪಳ • ಯಾದಗಿರಿ • ಕಲಬುರಗಿ • ಬಳ್ಳಾರಿ • ವಿಜಯನಗರ • ಬೀದರ xyxy=(302,85,544,94)
facebook-link[interactable]: f facebook.com/Suddi Moola xyxy=(642,68,768,78)
conditional-story xyxy=(270,730,476,996)
kharge-story xyxy=(22,846,258,1162)
muttappa-photo xyxy=(484,432,696,576)
twitter-link[interactable]: twitter.com/@suddimoola22 xyxy=(642,85,773,97)
census-headline-1: ಗಣತಿದಾರರಿಂದ ಮನೆ ಮನೆಗೆ xyxy=(708,131,853,150)
lead-headline-line-1: ಕಟ್ಟಡ ನಿರ್ಮಾಣದಲ್ಲಿ ಹೊಸ xyxy=(22,144,355,185)
tender-url[interactable]: https://kppp.karnataka.gov.in xyxy=(595,1343,706,1352)
sonia-story xyxy=(270,1320,476,1530)
lead-headline-line-2: ಹೊಸ ಆವಿಷ್ಕಾರ - ಬಾದರ್ಲಿ xyxy=(22,192,365,233)
lead-lede: ■ ಸುದ್ದಿಮೂಲ ವಾರ್ತೆ ಸಿಂಧನೂರು, ಮೇ.02: ಎಲ್ಲಾ ರಂಗದಲ್ಲೂ ತಂತ್ರಜ್ಞಾನದ ಬೆಳವಣಿಗೆಯಾಗಿದೆ. ಕಟ್ಟಡ ನಿರ್ಮಾಣದಲ್ಲಿ ಹೊಸ ಹೊಸ ಆವಿಷ್ಕಾರಗಳಾಗಿದ್ದು, ಅವುಗಳನ್ನು ಸಮರ್ಪಕವಾಗಿ ಪಡೆದುಕೊಂಡು ಗ್ರಾಹಕರ ಅಭಿರುಚಿಗೆ ತಕ್ಕಂತೆ ಕಟ್ಟಡಗಳನ್ನು ನಿರ್ಮಾಣ ಮಾಡಬೇಕು ಎಂದು ಶಾಸಕ ಹಂಪನಗೌಡ ಬಾದರ್ಲಿ ಹೇಳಿದರು. xyxy=(22,257,168,338)
bidar-headline: ಜಿಲ್ಲಾದ್ಯಂತ ಸ್ಫೋಟಿಸುವ ಬೆದರಿಕೆ ಕರೆ xyxy=(299,1150,447,1164)
resign-headline: ರಾಜೀನಾಮೆ ಅಂಗೀಕಾರವಾಗಿಲ್ಲ xyxy=(310,1000,436,1014)
lead-photo-illustration xyxy=(174,256,472,470)
census-kicker: ಪರಿಶಿಷ್ಟ ಜಾತಿಯ ಒಳ ಮೀಸಲಾತಿ xyxy=(708,116,820,128)
registration-mark-left xyxy=(6,764,18,776)
siddaramaiah-body: ಜನರ ಸೇವೆಯೇ ದೇವರ ಸೇವೆ ಎಂದು ನಂಬಿದವನು ನಾನು. ಜನರ ಆಶೀರ್ವಾದದಿಂದ ಎರಡನೇ ಬಾರಿಗೆ ಮುಖ್ಯಮಂತ್ರಿಯಾಗಿದ್ದೇನೆ. ಗ್ಯಾರಂಟಿ ಯೋಜನೆಗಳ ಮೂಲಕ ಬಡವರ ಬದುಕಿಗೆ ಆಸರೆಯಾಗಿದ್ದೇವೆ. ನಾವು ಮಾನವೀಯವಾಗಿ ಇರಬೇಕು. ಜಾತಿ, ಧರ್ಮದ ಹೆಸರಲ್ಲಿ ಸಮಾಜ ಒಡೆಯುವ ಕೆಲಸ ಮಾಡಬಾರದು. ಬಸವಾದಿ ಶರಣರ ಆಶಯದಂತೆ ಸಮಾನತೆಯ ಸಮಾಜ ನಿರ್ಮಿಸುವುದು ನಮ್ಮ ಗುರಿ. ಸಂವಿಧಾನ ಎಲ್ಲರಿಗೂ ಸಮಾನ ಅವಕಾಶ ನೀಡಿದೆ. ಅದನ್ನು ಉಳಿಸಿಕೊಳ್ಳುವುದು ನಮ್ಮೆಲ್ಲರ ಕರ್ತವ್ಯ. ಮನೆ ದೇವರ ಜಾತ್ರೆಯಲ್ಲಿ ಭಾಗವಹಿಸಿ ಲಾವಣಿ ಹಾಡಿದ ಮುಖ್ಯಮಂತ್ರಿಗಳು ಜನರೊಂದಿಗೆ ಬೆರೆತು ಸಂಭ್ರಮಿಸಿದರು. ಗ್ರಾಮಸ್ಥರು ಅವರನ್ನು ಆತ್ಮೀಯವಾಗಿ ಸನ್ಮಾನಿಸಿದರು ಎಂದು ತಿಳಿಸಿದರು. xyxy=(22,1193,258,1279)
districts-row-1: • ಬೆಂಗಳೂರು • ಬೆಂಗಳೂರು ಗ್ರಾಮಾಂತರ • ಚಿಕ್ಕಬಳ್ಳಾಪುರ • ಮೈಸೂರು xyxy=(302,68,505,78)
